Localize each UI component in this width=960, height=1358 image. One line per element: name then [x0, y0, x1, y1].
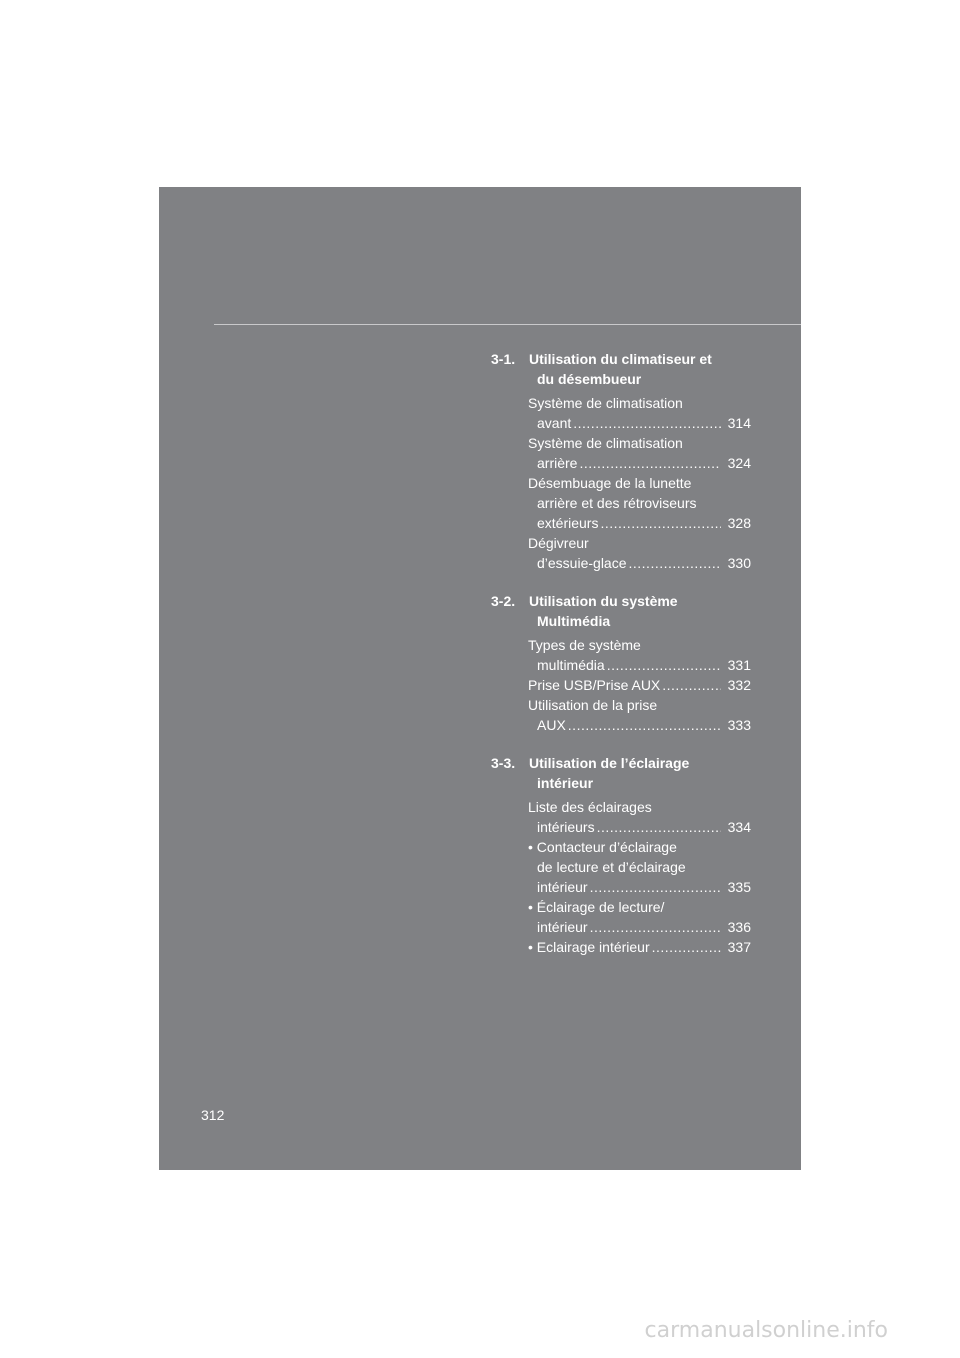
toc-entry[interactable]: Système de climatisation avant ..... 314 [528, 393, 751, 433]
toc-entry[interactable]: Utilisation de la prise AUX ..... 333 [528, 695, 751, 735]
section-number: 3-2. [491, 593, 516, 609]
toc-entry[interactable]: Types de système multimédia ..... 331 [528, 635, 751, 675]
header-rule [214, 324, 801, 325]
toc-entry[interactable]: • Eclairage intérieur ..... 337 [528, 937, 751, 957]
toc-entry[interactable]: • Contacteur d’éclairage de lecture et d’éclairage intérieur ..... 335 [528, 837, 751, 897]
section-heading[interactable] [491, 753, 751, 793]
page-ref: 336 [727, 919, 751, 935]
table-of-contents [491, 349, 751, 975]
section-title: Utilisation du système Multimédia [529, 593, 678, 629]
toc-section [491, 591, 751, 735]
page-ref: 333 [727, 717, 751, 733]
section-heading[interactable] [491, 591, 751, 631]
page-ref: 332 [727, 677, 751, 693]
page-ref: 324 [727, 455, 751, 471]
page-ref: 330 [727, 555, 751, 571]
toc-entry[interactable]: Prise USB/Prise AUX ..... 332 [528, 675, 751, 695]
toc-entry[interactable]: Désembuage de la lunette arrière et des rétroviseurs extérieurs ..... 328 [528, 473, 751, 533]
watermark: carmanualsonline.info [644, 1318, 888, 1343]
page-ref: 337 [727, 939, 751, 955]
toc-entry[interactable]: • Éclairage de lecture/ intérieur ..... 336 [528, 897, 751, 937]
toc-entry[interactable]: Système de climatisation arrière ..... 324 [528, 433, 751, 473]
page-ref: 331 [727, 657, 751, 673]
page-ref: 314 [727, 415, 751, 431]
page-ref: 335 [727, 879, 751, 895]
section-number: 3-3. [491, 755, 516, 771]
section-title: Utilisation de l’éclairage intérieur [529, 755, 690, 791]
toc-entry[interactable]: Dégivreur d’essuie-glace ..... 330 [528, 533, 751, 573]
section-heading[interactable] [491, 349, 751, 389]
page-ref: 328 [727, 515, 751, 531]
chapter-panel [159, 187, 801, 1170]
toc-section [491, 349, 751, 573]
page-number: 312 [201, 1107, 225, 1123]
toc-entry[interactable]: Liste des éclairages intérieurs ..... 334 [528, 797, 751, 837]
section-title: Utilisation du climatiseur et du désembueur [529, 351, 712, 387]
section-number: 3-1. [491, 351, 516, 367]
toc-section [491, 753, 751, 957]
page-ref: 334 [727, 819, 751, 835]
